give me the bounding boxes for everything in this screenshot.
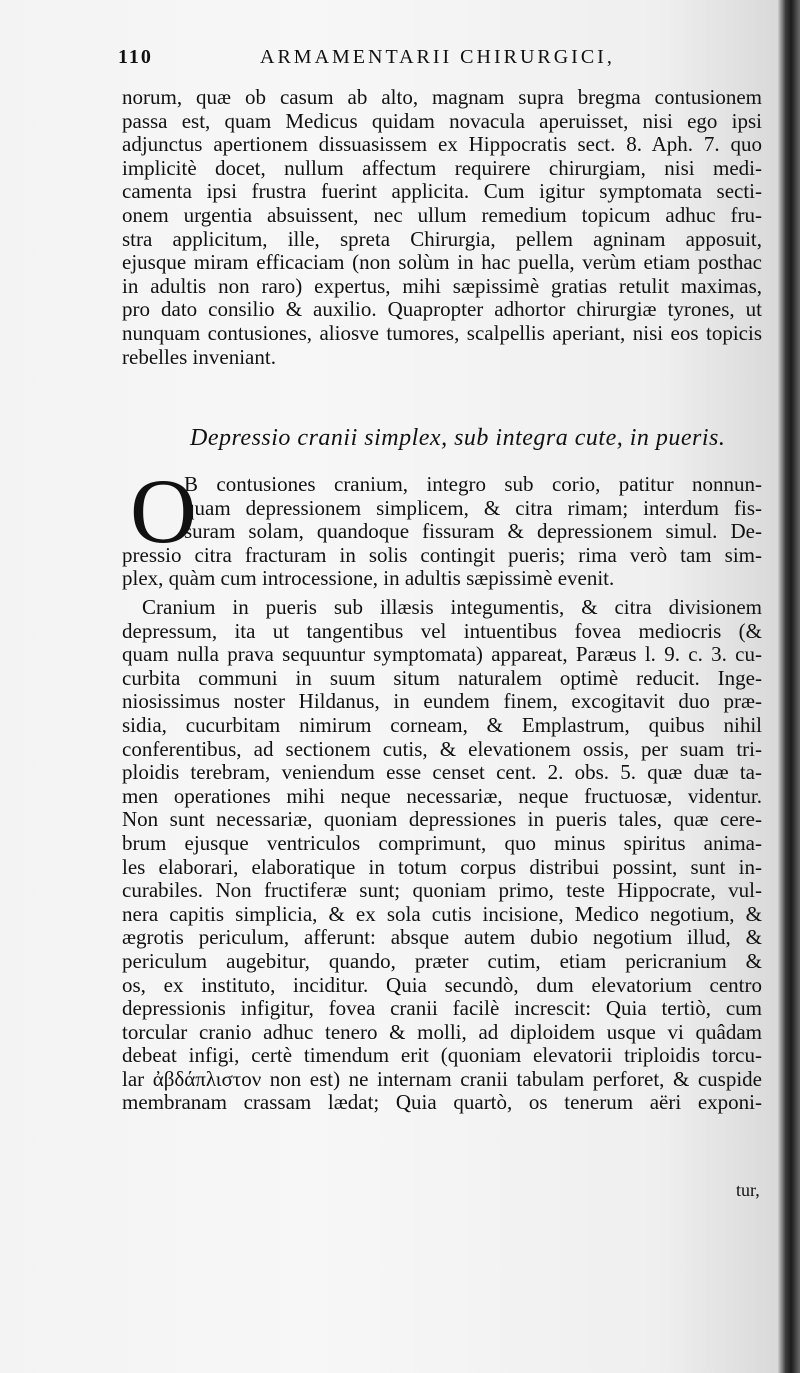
text-line: Cranium in pueris sub illæsis integumentis, & citra divisionem bbox=[142, 596, 762, 619]
text-line: quam nulla prava sequuntur symptomata) appareat, Paræus l. 9. c. 3. cu- bbox=[122, 643, 762, 667]
paragraph-1 bbox=[122, 86, 762, 369]
text-line: les elaborari, elaboratique in totum corpus distribui possint, sunt in- bbox=[122, 855, 762, 879]
text-line: niosissimus noster Hildanus, in eundem finem, excogitavit duo præ- bbox=[122, 690, 762, 714]
text-line: onem urgentia absuissent, nec ullum remedium topicum adhuc fru- bbox=[122, 203, 762, 227]
text-line: passa est, quam Medicus quidam novacula aperuisset, nisi ego ipsi bbox=[122, 109, 762, 133]
text-line: periculum augebitur, quando, præter cutim, etiam pericranium & bbox=[122, 949, 762, 973]
text-line: rebelles inveniant. bbox=[122, 345, 276, 369]
text-line: implicitè docet, nullum affectum requirere chirurgiam, nisi medi- bbox=[122, 156, 762, 180]
section-title: Depressio cranii simplex, sub integra cute, in pueris. bbox=[190, 425, 726, 451]
text-line: nunquam contusiones, aliosve tumores, scalpellis aperiant, nisi eos topicis bbox=[122, 321, 762, 345]
paragraph-3 bbox=[122, 596, 762, 1115]
text-line: suram solam, quandoque fissuram & depressionem simul. De- bbox=[184, 520, 762, 544]
text-line: depressum, ita ut tangentibus vel intuentibus fovea mediocris (& bbox=[122, 619, 762, 643]
text-line: norum, quæ ob casum ab alto, magnam supra bregma contusionem bbox=[122, 86, 762, 109]
text-line: curabiles. Non fructiferæ sunt; quoniam primo, teste Hippocrate, vul- bbox=[122, 879, 762, 903]
text-line: stra applicitum, ille, spreta Chirurgia, pellem agninam apposuit, bbox=[122, 227, 762, 251]
text-line: depressionis infigitur, fovea cranii facilè increscit: Quia tertiò, cum bbox=[122, 997, 762, 1021]
text-line: plex, quàm cum introcessione, in adultis sæpissimè evenit. bbox=[122, 567, 615, 591]
text-line: nera capitis simplicia, & ex sola cutis incisione, Medico negotium, & bbox=[122, 902, 762, 926]
text-line: debeat infigi, certè timendum erit (quoniam elevatorii triploidis torcu- bbox=[122, 1044, 762, 1068]
text-line: lar ἀβδάπλιστον non est) ne internam cranii tabulam perforet, & cuspide bbox=[122, 1067, 762, 1091]
drop-cap-letter: O bbox=[130, 460, 197, 562]
text-line: Non sunt necessariæ, quoniam depressiones in pueris tales, quæ cere- bbox=[122, 808, 762, 832]
text-line: conferentibus, ad sectionem cutis, & elevationem ossis, per suam tri- bbox=[122, 737, 762, 761]
text-line: adjunctus apertionem dissuasissem ex Hippocratis sect. 8. Aph. 7. quo bbox=[122, 133, 762, 157]
text-line: os, ex instituto, inciditur. Quia secundò, dum elevatorium centro bbox=[122, 973, 762, 997]
text-line: men operationes mihi neque necessariæ, neque fructuosæ, videntur. bbox=[122, 784, 762, 808]
text-line: pro dato consilio & auxilio. Quapropter adhortor chirurgiæ tyrones, ut bbox=[122, 298, 762, 322]
text-line: torcular cranio adhuc tenero & molli, ad diploidem usque vi quâdam bbox=[122, 1020, 762, 1044]
text-line: brum ejusque ventriculos comprimunt, quo minus spiritus anima- bbox=[122, 831, 762, 855]
text-line: sidia, cucurbitam nimirum corneam, & Emplastrum, quibus nihil bbox=[122, 713, 762, 737]
text-line: quam depressionem simplicem, & citra rimam; interdum fis- bbox=[184, 496, 762, 520]
text-line: camenta ipsi frustra fuerint applicita. Cum igitur symptomata secti- bbox=[122, 180, 762, 204]
book-spine-edge bbox=[778, 0, 800, 1373]
text-line: B contusiones cranium, integro sub corio, patitur nonnun- bbox=[184, 473, 762, 496]
text-line: ploidis terebram, veniendum esse censet cent. 2. obs. 5. quæ duæ ta- bbox=[122, 761, 762, 785]
text-line: membranam crassam lædat; Quia quartò, os tenerum aëri exponi- bbox=[122, 1091, 762, 1115]
text-line: in adultis non raro) expertus, mihi sæpissimè gratias retulit maximas, bbox=[122, 274, 762, 298]
text-line: ægrotis periculum, afferunt: absque autem dubio negotium illud, & bbox=[122, 926, 762, 950]
text-line: curbita communi in suum situm naturalem optimè reducit. Inge- bbox=[122, 666, 762, 690]
page-number: 110 bbox=[118, 46, 153, 68]
paragraph-2 bbox=[122, 473, 762, 591]
text-line: pressio citra fracturam in solis contingit pueris; rima verò tam sim- bbox=[122, 543, 762, 567]
text-line: ejusque miram efficaciam (non solùm in hac puella, verùm etiam posthac bbox=[122, 251, 762, 275]
running-title: ARMAMENTARII CHIRURGICI, bbox=[260, 46, 615, 68]
catchword: tur, bbox=[736, 1180, 760, 1200]
